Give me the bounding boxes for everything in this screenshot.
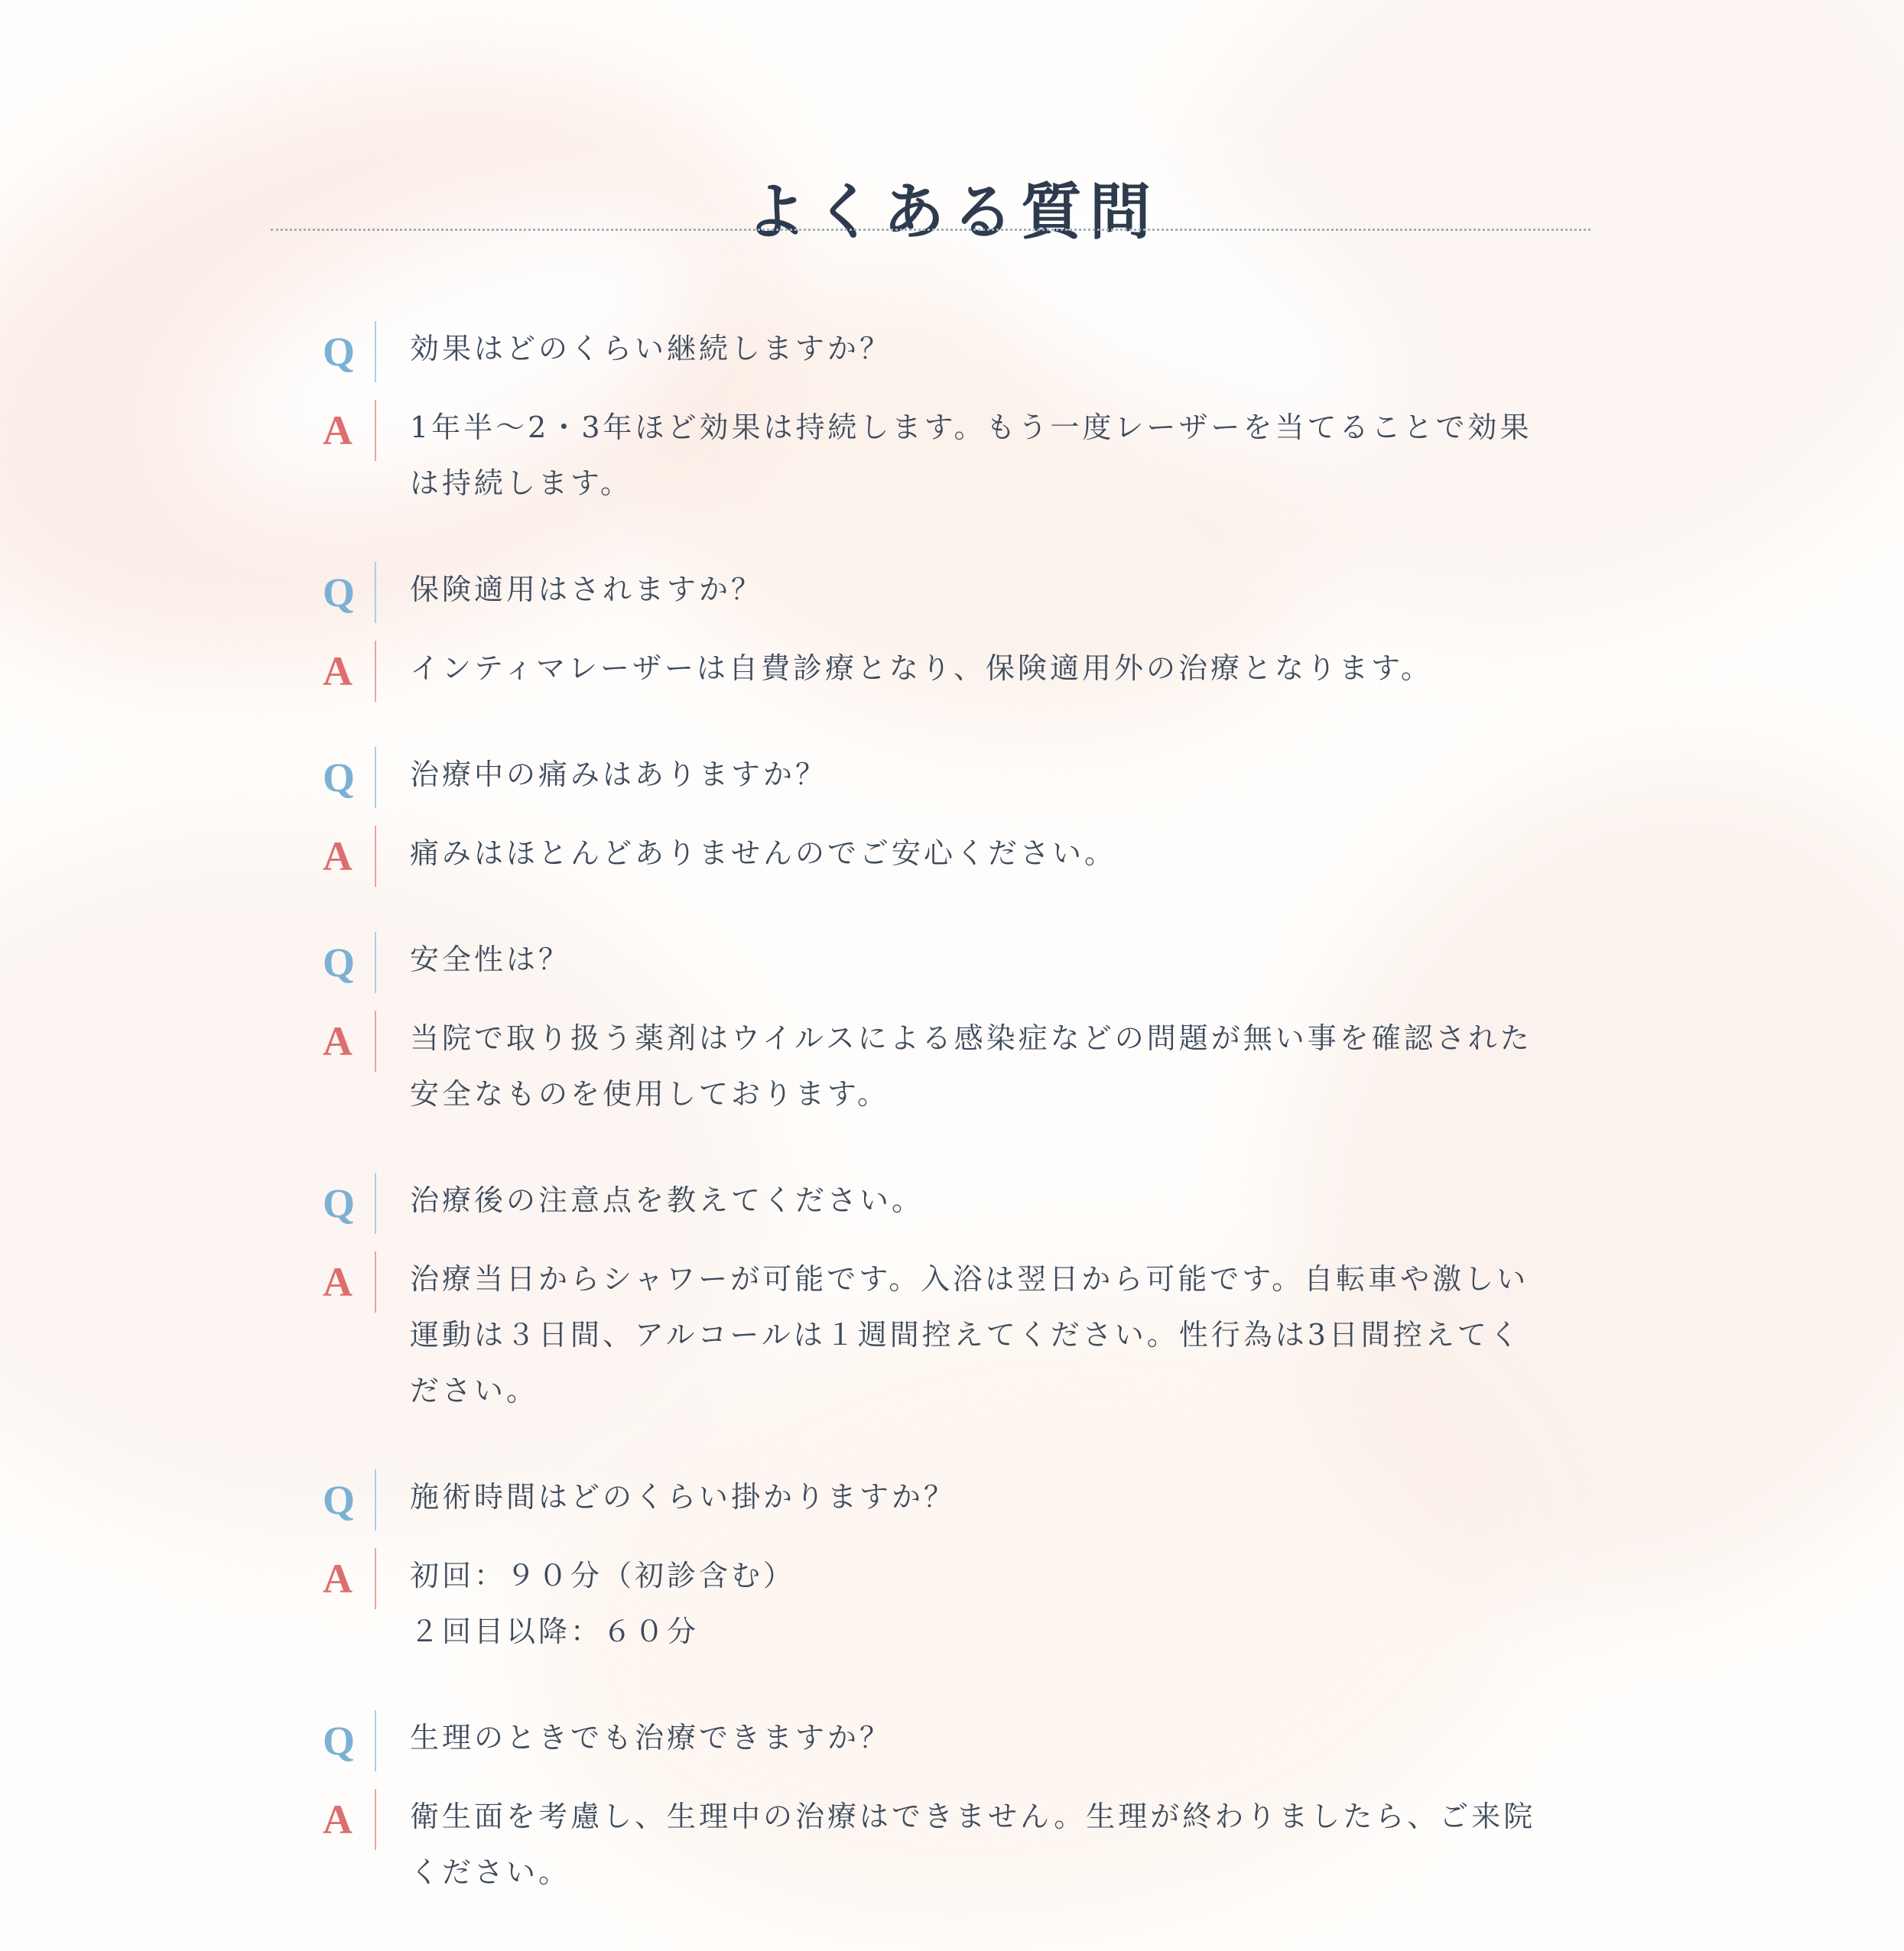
faq-question (321, 932, 1545, 988)
question-marker: Q (321, 1469, 376, 1531)
faq-question (321, 1173, 1545, 1229)
faq-item (321, 562, 1545, 696)
faq-question (321, 747, 1545, 803)
answer-text: インティマレーザーは自費診療となり、保険適用外の治療となります。 (410, 651, 1433, 685)
answer-text: 痛みはほとんどありませんのでご安心ください。 (410, 836, 1117, 870)
answer-marker: A (321, 641, 376, 702)
faq-answer (321, 641, 1545, 696)
question-text: 保険適用はされますか？ (410, 573, 764, 606)
answer-marker: A (321, 1548, 376, 1609)
question-text: 効果はどのくらい継続しますか？ (410, 332, 892, 365)
faq-answer (321, 1251, 1545, 1419)
faq-item (321, 747, 1545, 881)
question-marker: Q (321, 562, 376, 623)
question-text: 生理のときでも治療できますか？ (410, 1721, 892, 1755)
answer-text: 初回：９０分（初診含む） ２回目以降：６０分 (410, 1559, 796, 1648)
faq-answer (321, 1548, 1545, 1660)
question-text: 施術時間はどのくらい掛かりますか？ (410, 1480, 957, 1514)
answer-text: 衛生面を考慮し、生理中の治療はできません。生理が終わりましたら、ご来院ください。 (410, 1800, 1536, 1889)
faq-item (321, 1469, 1545, 1660)
answer-marker: A (321, 400, 376, 461)
faq-question (321, 1469, 1545, 1525)
faq-answer (321, 1011, 1545, 1122)
answer-marker: A (321, 1789, 376, 1850)
faq-item (321, 1173, 1545, 1419)
title-divider (271, 229, 1590, 231)
faq-question (321, 562, 1545, 618)
answer-text: 治療当日からシャワーが可能です。入浴は翌日から可能です。自転車や激しい運動は３日間、アルコールは１週間控えてください。性行為は3日間控えてください。 (410, 1262, 1529, 1407)
question-text: 安全性は？ (410, 943, 571, 976)
faq-item (321, 932, 1545, 1122)
question-text: 治療中の痛みはありますか？ (410, 758, 828, 791)
answer-text: 当院で取り扱う薬剤はウイルスによる感染症などの問題が無い事を確認された安全なものを使用しております。 (410, 1021, 1532, 1111)
faq-list (321, 321, 1545, 1951)
question-marker: Q (321, 321, 376, 382)
faq-item (321, 321, 1545, 511)
answer-marker: A (321, 1251, 376, 1313)
question-text: 治療後の注意点を教えてください。 (410, 1183, 924, 1217)
answer-marker: A (321, 1011, 376, 1072)
question-marker: Q (321, 932, 376, 993)
answer-text: 1年半〜2・3年ほど効果は持続します。もう一度レーザーを当てることで効果は持続します。 (410, 411, 1532, 500)
faq-question (321, 321, 1545, 377)
faq-question (321, 1710, 1545, 1766)
faq-answer (321, 1789, 1545, 1901)
faq-answer (321, 400, 1545, 511)
answer-marker: A (321, 826, 376, 887)
question-marker: Q (321, 747, 376, 808)
faq-item (321, 1710, 1545, 1901)
page-title: よくある質問 (746, 175, 1158, 248)
question-marker: Q (321, 1710, 376, 1771)
faq-answer (321, 826, 1545, 881)
question-marker: Q (321, 1173, 376, 1234)
